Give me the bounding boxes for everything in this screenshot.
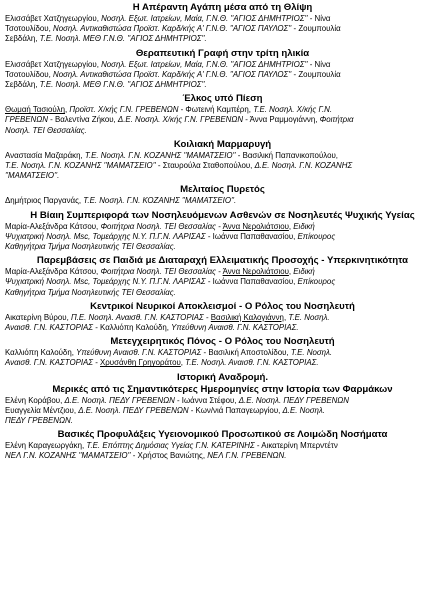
affiliation-text: Δ.Ε. Νοσηλ. ΠΕΔΥ ΓΡΕΒΕΝΩΝ bbox=[78, 405, 189, 415]
affiliation-text: Δ.Ε. Νοσηλ. ΠΕΔΥ ΓΡΕΒΕΝΩΝ bbox=[64, 395, 175, 405]
affiliation-text: Νοσηλ. Αντικαθιστώσα Προϊστ. Καρδ/κής Α' Γ.Ν.Θ. ''ΑΓΙΟΣ ΠΑΥΛΟΣ'' bbox=[53, 69, 292, 79]
affiliation-text: Ειδική bbox=[293, 221, 315, 231]
affiliation-text: Δ.Ε. Νοσηλ. bbox=[282, 405, 325, 415]
authors-line bbox=[5, 323, 440, 333]
presentation-title: Ιστορική Αναδρομή. bbox=[176, 371, 269, 383]
affiliation-text: Τ.Ε. Νοσηλ. ΜΕΘ Γ.Ν.Θ. ''ΑΓΙΟΣ ΔΗΜΗΤΡΙΟΣ''. bbox=[39, 34, 207, 44]
author-name: Δημήτριος Παργανάς, bbox=[5, 196, 84, 206]
author-name: , bbox=[180, 358, 186, 368]
author-name: - Χρήστος Βανιώτης, bbox=[130, 451, 208, 461]
affiliation-text: Φοιτήτρια Νοσηλ. ΤΕΙ Θεσσαλίας bbox=[100, 221, 217, 231]
author-name: - bbox=[203, 312, 211, 322]
affiliation-text: Φοιτήτρια bbox=[319, 115, 354, 125]
author-name: - Ζουμπουλία bbox=[291, 24, 341, 34]
author-name: - Ιωάννα Στέφου, bbox=[174, 395, 239, 405]
affiliation-text: Τ.Ε. Νοσηλ. ΜΕΘ Γ.Ν.Θ. ''ΑΓΙΟΣ ΔΗΜΗΤΡΙΟΣ''. bbox=[39, 80, 207, 90]
presenting-author: Θωμαή Τασιούλη bbox=[5, 105, 66, 115]
presentation-entry bbox=[5, 48, 440, 91]
affiliation-text: Π.Ε. Νοσηλ. Αναισθ. Γ.Ν. ΚΑΣΤΟΡΙΑΣ bbox=[70, 312, 204, 322]
authors-line bbox=[5, 406, 440, 416]
presentation-title: Παρεμβάσεις σε Παιδιά με Διαταραχή Ελλειματικής Προσοχής - Υπερκινητικότητα bbox=[36, 255, 409, 267]
affiliation-text: ''ΜΑΜΑΤΣΕΙΟ''. bbox=[5, 171, 60, 181]
authors-line bbox=[5, 70, 440, 80]
presentation-entry bbox=[5, 372, 440, 427]
author-name: Ελισσάβετ Χατζηγεωργίου, bbox=[5, 59, 102, 69]
presentation-entry bbox=[5, 301, 440, 333]
affiliation-text: Νοσηλ. Εξωτ. Ιατρείων, Μαία, Γ.Ν.Θ. ''ΑΓΙΟΣ ΔΗΜΗΤΡΙΟΣ'' bbox=[101, 59, 308, 69]
affiliation-text: Ψυχιατρική Νοσηλ. Msc, Τομεάρχης Ν.Υ. Π.Γ.Ν. ΛΑΡΙΣΑΣ bbox=[5, 277, 206, 287]
author-name: Αικατερίνη Βύρου, bbox=[5, 312, 71, 322]
author-name: Αναστασία Μαζαράκη, bbox=[5, 150, 85, 160]
presentation-entry bbox=[5, 2, 440, 45]
presentation-title: Κοιλιακή Μαρμαρυγή bbox=[173, 138, 272, 150]
presentation-subtitle: Μερικές από τις Σημαντικότερες Ημερομηνίες στην Ιστορία των Φαρμάκων bbox=[52, 383, 393, 395]
author-name: Σεβδάλη, bbox=[5, 34, 40, 44]
presentation-title: Μελιταίος Πυρετός bbox=[180, 184, 265, 196]
presentation-entry bbox=[5, 210, 440, 253]
affiliation-text: Τ.Ε. Νοσηλ. Χ/κής Γ.Ν. bbox=[253, 105, 333, 115]
affiliation-text: Αναισθ. Γ.Ν. ΚΑΣΤΟΡΙΑΣ bbox=[5, 323, 94, 333]
author-name: - Νίνα bbox=[307, 14, 331, 23]
author-name: - Κων/νιά Παπαγεωργίου, bbox=[188, 405, 283, 415]
authors-line bbox=[5, 242, 440, 252]
authors-line bbox=[5, 358, 440, 368]
author-name: - Βαλεντίνα Ζήκου, bbox=[47, 115, 118, 125]
authors-line bbox=[5, 288, 440, 298]
authors-line bbox=[5, 267, 440, 277]
presentation-entry bbox=[5, 93, 440, 136]
author-name: - bbox=[216, 267, 223, 277]
authors-line bbox=[5, 126, 440, 136]
authors-line bbox=[5, 161, 440, 171]
author-name: - Καλλιόπη Καλούδη, bbox=[93, 323, 172, 333]
authors-line bbox=[5, 396, 440, 406]
author-name: , bbox=[288, 221, 294, 231]
author-name: - Φωτεινή Καμπέρη, bbox=[178, 105, 254, 115]
authors-line bbox=[5, 196, 440, 206]
authors-line bbox=[5, 34, 440, 44]
author-name: - Νίνα bbox=[307, 59, 331, 69]
affiliation-text: Υπεύθυνη Αναισθ. Γ.Ν. ΚΑΣΤΟΡΙΑΣ bbox=[76, 348, 202, 358]
affiliation-text: Τ.Ε. Επόπτης Δημόσιας Υγείας Γ.Ν. ΚΑΤΕΡΙΝΗΣ bbox=[86, 441, 255, 451]
author-name: - Ιωάννα Παπαθανασίου, bbox=[205, 231, 298, 241]
author-name: Σεβδάλη, bbox=[5, 80, 40, 90]
affiliation-text: Ψυχιατρική Νοσηλ. Msc, Τομεάρχης Ν.Υ. Π.Γ.Ν. ΛΑΡΙΣΑΣ bbox=[5, 231, 206, 241]
authors-line bbox=[5, 171, 440, 181]
affiliation-text: Καθηγήτρια Τμήμα Νοσηλευτικής ΤΕΙ Θεσσαλίας. bbox=[5, 242, 176, 252]
authors-line bbox=[5, 277, 440, 287]
author-name: Ελένη Κοράβου, bbox=[5, 395, 65, 405]
author-name: - Ιωάννα Παπαθανασίου, bbox=[205, 277, 298, 287]
presentation-title: Η Βίαιη Συμπεριφορά των Νοσηλευόμενων Ασθενών σε Νοσηλευτές Ψυχικής Υγείας bbox=[30, 209, 415, 221]
author-name: Μαρία-Αλεξάνδρα Κάτσου, bbox=[5, 221, 101, 231]
author-name: - bbox=[93, 358, 101, 368]
presentation-entry bbox=[5, 255, 440, 298]
presenting-author: Βασιλική Καλογιάννη bbox=[210, 312, 284, 322]
authors-line bbox=[5, 222, 440, 232]
authors-line bbox=[5, 232, 440, 242]
author-name: - Ζουμπουλία bbox=[291, 69, 341, 79]
presentation-title: Έλκος υπό Πίεση bbox=[182, 93, 263, 105]
presenting-author: Χρυσάνθη Γρηγοράτου bbox=[100, 358, 181, 368]
presentation-title: Θεραπευτική Γραφή στην τρίτη ηλικία bbox=[135, 47, 310, 59]
authors-line bbox=[5, 14, 440, 24]
author-name: - Βασιλική Παπανικοπούλου, bbox=[235, 150, 338, 160]
presentation-entry bbox=[5, 139, 440, 182]
affiliation-text: Επίκουρος bbox=[297, 231, 336, 241]
authors-line bbox=[5, 80, 440, 90]
author-name: - Βασιλική Αποστολίδου, bbox=[201, 348, 291, 358]
affiliation-text: ΝΕΛ Γ.Ν. ΓΡΕΒΕΝΩΝ. bbox=[207, 451, 287, 461]
authors-line bbox=[5, 115, 440, 125]
affiliation-text: Αναισθ. Γ.Ν. ΚΑΣΤΟΡΙΑΣ bbox=[5, 358, 94, 368]
author-name: Τσοτουλίδου, bbox=[5, 24, 53, 34]
authors-line bbox=[5, 24, 440, 34]
authors-line bbox=[5, 60, 440, 70]
affiliation-text: Δ.Ε. Νοσηλ. ΠΕΔΥ ΓΡΕΒΕΝΩΝ bbox=[238, 395, 349, 405]
author-name: - bbox=[216, 221, 223, 231]
affiliation-text: Καθηγήτρια Τμήμα Νοσηλευτικής ΤΕΙ Θεσσαλίας. bbox=[5, 287, 176, 297]
author-name: Καλλιόπη Καλούδη, bbox=[5, 348, 77, 358]
author-name: Ελένη Καραγεωργάκη, bbox=[5, 441, 87, 451]
affiliation-text: Δ.Ε. Νοσηλ. Χ/κής Γ.Ν. ΓΡΕΒΕΝΩΝ bbox=[117, 115, 244, 125]
affiliation-text: Νοσηλ. Εξωτ. Ιατρείων, Μαία, Γ.Ν.Θ. ''ΑΓΙΟΣ ΔΗΜΗΤΡΙΟΣ'' bbox=[101, 14, 308, 23]
affiliation-text: Προϊστ. Χ/κής Γ.Ν. ΓΡΕΒΕΝΩΝ bbox=[69, 105, 179, 115]
affiliation-text: Τ.Ε. Νοσηλ. Αναισθ. Γ.Ν. ΚΑΣΤΟΡΙΑΣ. bbox=[185, 358, 319, 368]
author-name: Ελισσάβετ Χατζηγεωργίου, bbox=[5, 14, 102, 23]
presenting-author: Άννα Νερολιάτσιου bbox=[222, 267, 289, 277]
affiliation-text: Φοιτήτρια Νοσηλ. ΤΕΙ Θεσσαλίας bbox=[100, 267, 217, 277]
affiliation-text: Νοσηλ. Αντικαθιστώσα Προϊστ. Καρδ/κής Α' Γ.Ν.Θ. ''ΑΓΙΟΣ ΠΑΥΛΟΣ'' bbox=[53, 24, 292, 34]
affiliation-text: Τ.Ε. Νοσηλ. Γ.Ν. ΚΟΖΑΝΗΣ ''ΜΑΜΑΤΣΕΙΟ''. bbox=[83, 196, 237, 206]
affiliation-text: Τ.Ε. Νοσηλ. Γ.Ν. ΚΟΖΑΝΗΣ ''ΜΑΜΑΤΣΕΙΟ'' bbox=[84, 150, 236, 160]
affiliation-text: Υπεύθυνη Αναισθ. Γ.Ν. ΚΑΣΤΟΡΙΑΣ. bbox=[171, 323, 299, 333]
authors-line bbox=[5, 416, 440, 426]
author-name: Τσοτουλίδου, bbox=[5, 69, 53, 79]
affiliation-text: Δ.Ε. Νοσηλ. Γ.Ν. ΚΟΖΑΝΗΣ bbox=[254, 161, 353, 171]
affiliation-text: Τ.Ε. Νοσηλ. Γ.Ν. ΚΟΖΑΝΗΣ ''ΜΑΜΑΤΣΕΙΟ'' bbox=[5, 161, 156, 171]
affiliation-text: ΓΡΕΒΕΝΩΝ bbox=[5, 115, 48, 125]
presentation-title: Μετεγχειρητικός Πόνος - Ο Ρόλος του Νοσηλευτή bbox=[110, 336, 335, 348]
affiliation-text: Ειδική bbox=[293, 267, 315, 277]
presentation-title: Κεντρικοί Νευρικοί Αποκλεισμοί - Ο Ρόλος του Νοσηλευτή bbox=[90, 300, 355, 312]
authors-line bbox=[5, 451, 440, 461]
author-name: Μαρία-Αλεξάνδρα Κάτσου, bbox=[5, 267, 101, 277]
presenting-author: Άννα Νερολιάτσιου bbox=[222, 221, 289, 231]
author-name: Ευαγγελία Μέντζιου, bbox=[5, 405, 79, 415]
authors-line bbox=[5, 151, 440, 161]
authors-line bbox=[5, 313, 440, 323]
affiliation-text: Τ.Ε. Νοσηλ. bbox=[290, 348, 333, 358]
affiliation-text: Επίκουρος bbox=[297, 277, 336, 287]
presentation-title: Βασικές Προφυλάξεις Υγειονομικού Προσωπικού σε Λοιμώδη Νοσήματα bbox=[57, 429, 388, 441]
presentation-title: Η Απέραντη Αγάπη μέσα από τη Θλίψη bbox=[132, 2, 313, 13]
author-name: - Σταυρούλα Σταθοπούλου, bbox=[155, 161, 255, 171]
affiliation-text: Νοσηλ. ΤΕΙ Θεσσαλίας. bbox=[5, 125, 87, 135]
presentation-entry bbox=[5, 184, 440, 206]
presentation-entry bbox=[5, 336, 440, 368]
author-name: , bbox=[283, 312, 289, 322]
affiliation-text: ΠΕΔΥ ΓΡΕΒΕΝΩΝ. bbox=[5, 416, 73, 426]
author-name: , bbox=[288, 267, 294, 277]
authors-line bbox=[5, 105, 440, 115]
author-name: , bbox=[65, 105, 70, 115]
author-name: - Άννα Ραμμογιάννη, bbox=[243, 115, 320, 125]
affiliation-text: ΝΕΛ Γ.Ν. ΚΟΖΑΝΗΣ ''ΜΑΜΑΤΣΕΙΟ'' bbox=[5, 451, 131, 461]
affiliation-text: Τ.Ε. Νοσηλ. bbox=[288, 312, 330, 322]
authors-line bbox=[5, 441, 440, 451]
presentation-entry bbox=[5, 429, 440, 461]
authors-line bbox=[5, 348, 440, 358]
author-name: - Αικατερίνη Μπερντέτν bbox=[254, 441, 338, 451]
